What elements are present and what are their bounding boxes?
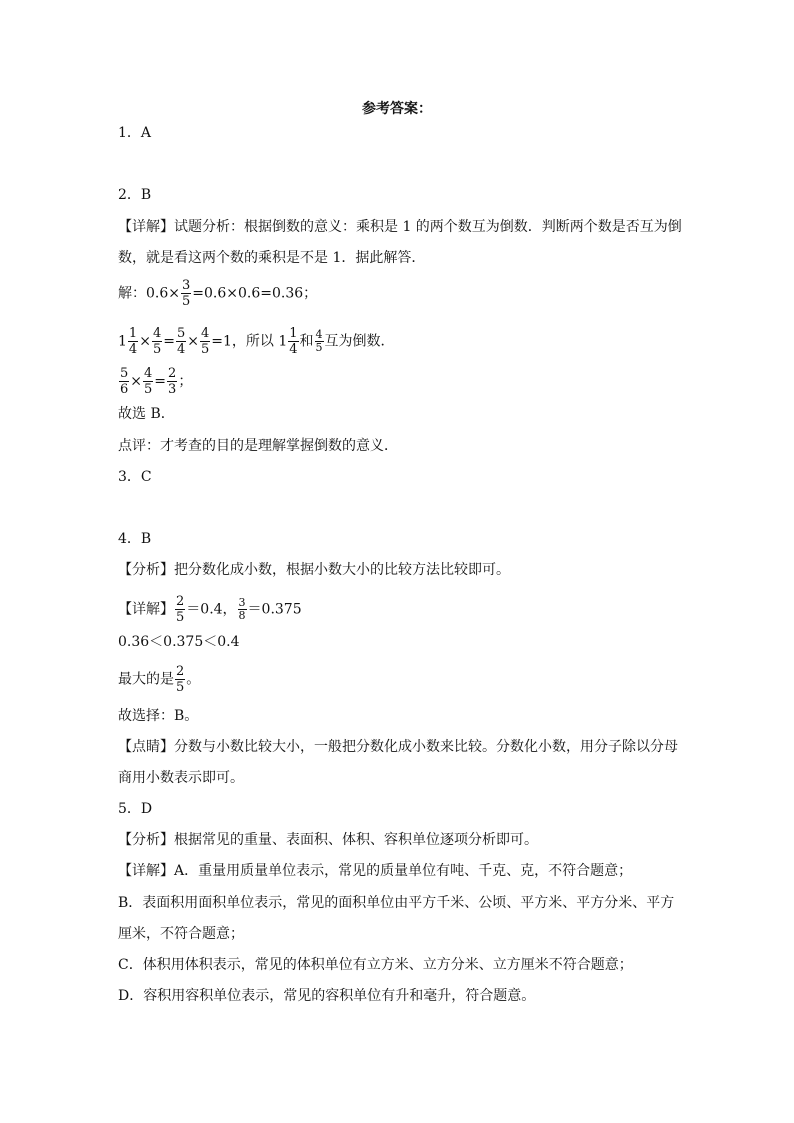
denominator: 5 bbox=[315, 341, 323, 354]
text: ＝0.375 bbox=[247, 601, 302, 618]
q2-solution-line-3 bbox=[118, 366, 192, 397]
fraction bbox=[176, 326, 186, 357]
denominator: 5 bbox=[200, 342, 210, 357]
answer-2: 2．B bbox=[118, 187, 152, 203]
q5-detail-d: D．容积用容积单位表示，常见的容积单位有升和毫升，符合题意。 bbox=[118, 988, 536, 1004]
q4-detail bbox=[118, 594, 302, 625]
denominator: 5 bbox=[152, 342, 162, 357]
numerator: 2 bbox=[176, 664, 185, 679]
text: 1 bbox=[118, 333, 127, 350]
text: 解：0.6× bbox=[118, 285, 180, 302]
numerator: 4 bbox=[144, 366, 153, 381]
equals-sign: = bbox=[154, 373, 167, 390]
fraction bbox=[238, 597, 247, 622]
answer-3: 3．C bbox=[118, 469, 152, 485]
fraction bbox=[315, 329, 324, 354]
answer-1: 1．A bbox=[118, 125, 152, 141]
numerator: 4 bbox=[200, 326, 210, 341]
detail-tag: 【详解】 bbox=[118, 601, 174, 618]
q5-analysis: 【分析】根据常见的重量、表面积、体积、容积单位逐项分析即可。 bbox=[118, 832, 538, 848]
denominator: 6 bbox=[120, 382, 129, 397]
denominator: 5 bbox=[176, 610, 185, 625]
denominator: 5 bbox=[182, 294, 191, 309]
text: 互为倒数． bbox=[324, 333, 395, 350]
times-sign: × bbox=[187, 333, 199, 350]
q4-compare: 0.36＜0.375＜0.4 bbox=[118, 634, 240, 650]
numerator: 5 bbox=[176, 326, 186, 341]
denominator: 3 bbox=[168, 382, 177, 397]
text: =0.6×0.6=0.36； bbox=[192, 285, 318, 302]
q4-choose: 故选择：B。 bbox=[118, 708, 199, 724]
denominator: 5 bbox=[176, 680, 185, 695]
numerator: 3 bbox=[182, 278, 191, 293]
fraction bbox=[175, 594, 185, 625]
q4-note-line-1: 【点睛】分数与小数比较大小，一般把分数化成小数来比较。分数化小数，用分子除以分母 bbox=[118, 739, 678, 755]
denominator: 4 bbox=[128, 342, 138, 357]
times-sign: × bbox=[130, 373, 143, 390]
fraction bbox=[143, 366, 153, 397]
fraction bbox=[175, 664, 185, 695]
times-sign: × bbox=[139, 333, 151, 350]
fraction bbox=[288, 326, 298, 357]
text: 最大的是 bbox=[118, 671, 174, 688]
text: 和 bbox=[299, 333, 314, 350]
q2-detail-line-2: 数，就是看这两个数的乘积是不是 1．据此解答． bbox=[118, 250, 426, 266]
q2-detail-line-1: 【详解】试题分析：根据倒数的意义：乘积是 1 的两个数互为倒数．判断两个数是否互为倒 bbox=[118, 219, 682, 235]
q5-detail-a: 【详解】A．重量用质量单位表示，常见的质量单位有吨、千克、克，不符合题意； bbox=[118, 863, 633, 879]
equals-sign: = bbox=[163, 333, 175, 350]
numerator: 3 bbox=[238, 596, 246, 609]
fraction bbox=[200, 326, 210, 357]
q4-note-line-2: 商用小数表示即可。 bbox=[118, 770, 244, 786]
numerator: 1 bbox=[289, 326, 298, 341]
fraction bbox=[181, 278, 191, 309]
fraction bbox=[119, 366, 129, 397]
q2-choose: 故选 B． bbox=[118, 406, 175, 422]
numerator: 4 bbox=[152, 326, 162, 341]
fraction bbox=[128, 326, 138, 357]
page-title: 参考答案： bbox=[362, 101, 432, 117]
text: =1，所以 1 bbox=[211, 333, 288, 350]
answer-5: 5．D bbox=[118, 801, 153, 817]
text: ＝0.4， bbox=[186, 601, 237, 618]
q2-comment: 点评：才考查的目的是理解掌握倒数的意义． bbox=[118, 438, 398, 454]
denominator: 4 bbox=[289, 342, 298, 357]
answer-4: 4．B bbox=[118, 531, 152, 547]
q2-solution-line-1 bbox=[118, 278, 317, 309]
fraction bbox=[167, 366, 177, 397]
fraction bbox=[152, 326, 162, 357]
numerator: 1 bbox=[128, 326, 138, 341]
q5-detail-b-line-2: 厘米，不符合题意； bbox=[118, 926, 244, 942]
text: 。 bbox=[186, 671, 201, 688]
numerator: 2 bbox=[176, 594, 185, 609]
q2-solution-line-2 bbox=[118, 326, 395, 357]
numerator: 2 bbox=[168, 366, 177, 381]
q4-max bbox=[118, 664, 200, 695]
numerator: 4 bbox=[315, 328, 323, 341]
text: ； bbox=[178, 373, 193, 390]
numerator: 5 bbox=[120, 366, 129, 381]
q4-analysis: 【分析】把分数化成小数，根据小数大小的比较方法比较即可。 bbox=[118, 562, 510, 578]
q5-detail-c: C．体积用体积表示，常见的体积单位有立方米、立方分米、立方厘米不符合题意； bbox=[118, 957, 633, 973]
denominator: 5 bbox=[144, 382, 153, 397]
q5-detail-b-line-1: B．表面积用面积单位表示，常见的面积单位由平方千米、公顷、平方米、平方分米、平方 bbox=[118, 895, 675, 911]
denominator: 4 bbox=[176, 342, 186, 357]
denominator: 8 bbox=[238, 609, 246, 622]
